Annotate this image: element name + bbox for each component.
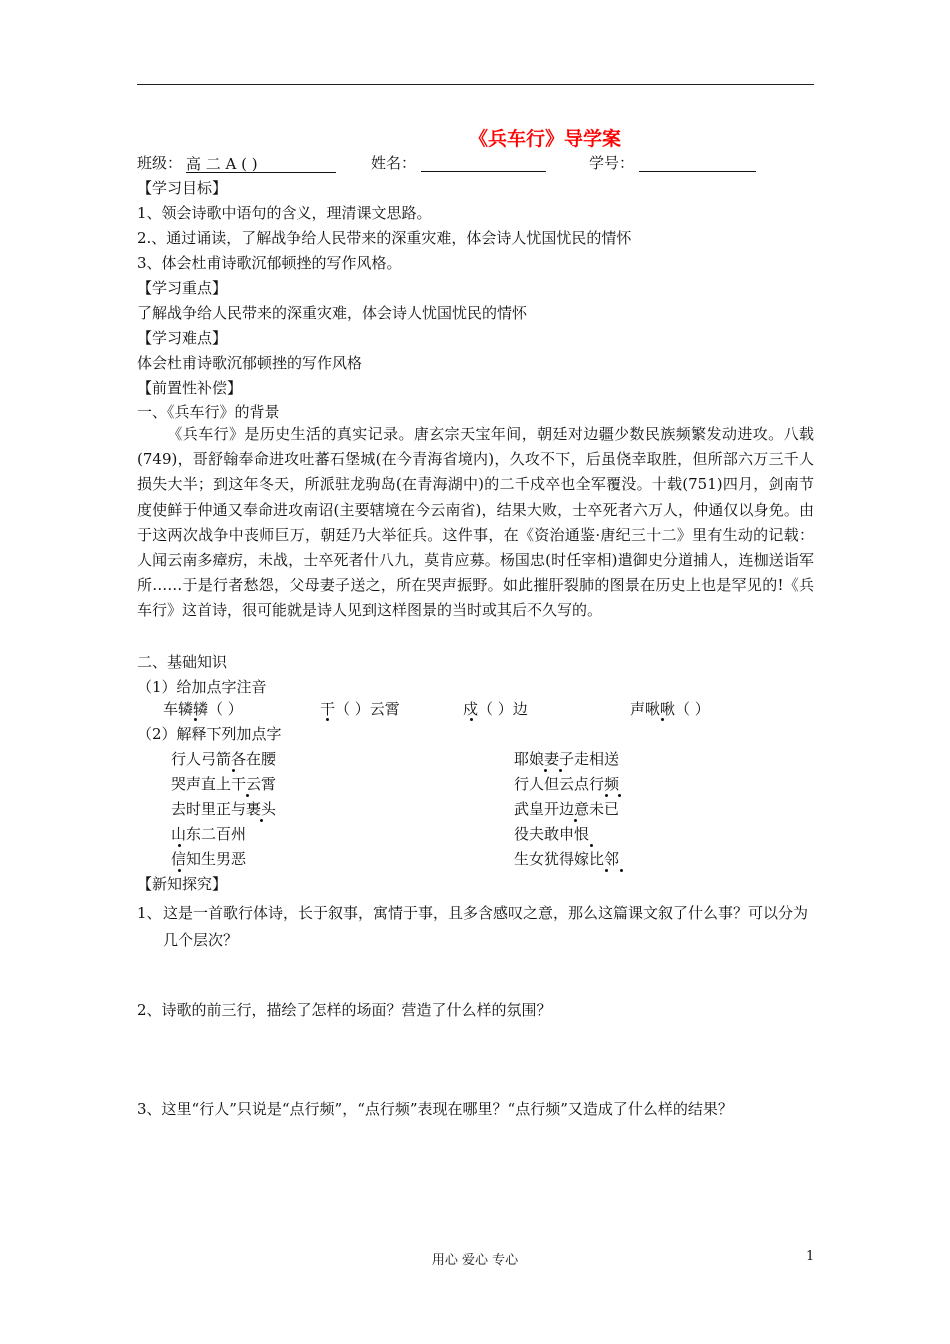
explain-instruction: （2）解释下列加点字: [137, 725, 282, 743]
background-paragraph: [137, 422, 814, 624]
emphasis-dot: [232, 769, 235, 772]
name-field[interactable]: [421, 153, 546, 172]
class-value: 高 二 A ( ): [186, 154, 336, 173]
explain-left-2: 哭声直上干云霄: [171, 775, 277, 793]
key-heading: 【学习重点】: [137, 279, 228, 297]
emphasis-dot: [618, 794, 621, 797]
emphasis-dot: [574, 819, 577, 822]
goal-item-3: 3、体会杜甫诗歌沉郁顿挫的写作风格。: [137, 254, 402, 272]
pinyin-item-1-text: 车辚辚（ ）: [163, 700, 243, 718]
explain-left-3: 去时里正与裹头: [171, 800, 277, 818]
goals-heading: 【学习目标】: [137, 179, 228, 197]
background-text: 《兵车行》是历史生活的真实记录。唐玄宗天宝年间，朝廷对边疆少数民族频繁发动进攻。八载(749)，哥舒翰奉命进攻吐蕃石堡城(在今青海省境内)，久攻不下，后虽侥幸取胜，但所部六万三千人损失大半；到这年冬天，所派驻龙驹岛(在青海湖中)的二千戍卒也全军覆没。十载(751)四月，剑南节度使鲜于仲通又奉命进攻南诏(主要辖境在今云南省)，结果大败，士卒死者六万人，仲通仅以身免。由于这两次战争中丧师巨万，朝廷乃大举征兵。这件事，在《资治通鉴·唐纪三十二》里有生动的记载：人闻云南多瘴疠，未战，士卒死者什八九，莫肯应募。杨国忠(时任宰相)遣御史分道捕人，连枷送诣军所……于是行者愁怨，父母妻子送之，所在哭声振野。如此摧肝裂肺的图景在历史上也是罕见的!《兵车行》这首诗，很可能就是诗人见到这样图景的当时或其后不久写的。: [137, 425, 814, 620]
emphasis-dot: [661, 718, 664, 721]
explain-right-2: 行人但云点行频: [514, 775, 620, 793]
goal-item-1: 1、领会诗歌中语句的含义，理清课文思路。: [137, 204, 432, 222]
class-label: 班级：: [137, 154, 183, 172]
question-1: [137, 900, 814, 954]
question-1-number: 1、: [137, 904, 162, 922]
question-2: 2、诗歌的前三行，描绘了怎样的场面？营造了什么样的氛围？: [137, 1001, 552, 1019]
explain-left-1: 行人弓箭各在腰: [171, 750, 277, 768]
explain-right-5: 生女犹得嫁比邻: [514, 850, 620, 868]
page-title: 《兵车行》导学案: [468, 128, 621, 150]
pinyin-instruction: （1）给加点字注音: [137, 678, 267, 696]
emphasis-dot: [605, 869, 608, 872]
explain-right-3: 武皇开边意未已: [514, 800, 620, 818]
number-field[interactable]: [639, 153, 756, 172]
explain-left-5: 信知生男恶: [171, 850, 247, 868]
number-label: 学号：: [589, 154, 635, 172]
pinyin-item-1[interactable]: [163, 699, 243, 719]
class-field[interactable]: [186, 153, 336, 173]
goal-item-2: 2.、通过诵读，了解战争给人民带来的深重灾难，体会诗人忧国忧民的情怀: [137, 229, 632, 247]
emphasis-dot: [246, 794, 249, 797]
emphasis-dot: [605, 794, 608, 797]
emphasis-dot: [544, 769, 547, 772]
emphasis-dot: [590, 844, 593, 847]
explain-left-4: 山东二百州: [171, 825, 247, 843]
difficulty-text: 体会杜甫诗歌沉郁顿挫的写作风格: [137, 354, 363, 372]
emphasis-dot: [194, 718, 197, 721]
pinyin-item-3[interactable]: [463, 699, 528, 719]
page-number: 1: [806, 1249, 815, 1264]
footer-text: 用心 爱心 专心: [431, 1253, 519, 1268]
pinyin-item-4-text: 声啾啾（ ）: [630, 700, 710, 718]
emphasis-dot: [178, 844, 181, 847]
emphasis-dot: [260, 819, 263, 822]
key-text: 了解战争给人民带来的深重灾难，体会诗人忧国忧民的情怀: [137, 304, 528, 322]
emphasis-dot: [326, 718, 329, 721]
pinyin-item-3-text: 戍（ ）边: [463, 700, 528, 718]
emphasis-dot: [620, 869, 623, 872]
header-rule: [137, 84, 814, 85]
difficulty-heading: 【学习难点】: [137, 329, 228, 347]
pinyin-item-2-text: 干（ ）云霄: [320, 700, 400, 718]
emphasis-dot: [178, 869, 181, 872]
name-label: 姓名：: [371, 154, 417, 172]
emphasis-dot: [470, 718, 473, 721]
explain-right-1: 耶娘妻子走相送: [514, 750, 620, 768]
pinyin-item-4[interactable]: [630, 699, 710, 719]
question-3: 3、这里“行人”只说是“点行频”，“点行频”表现在哪里？“点行频”又造成了什么样的结果？: [137, 1100, 733, 1118]
preview-heading: 【前置性补偿】: [137, 379, 243, 397]
emphasis-dot: [559, 769, 562, 772]
question-1-text: 这是一首歌行体诗，长于叙事，寓情于事，且多含感叹之意，那么这篇课文叙了什么事？可以分为几个层次？: [163, 904, 809, 949]
explain-right-4: 役夫敢申恨: [514, 825, 590, 843]
explore-heading: 【新知探究】: [137, 875, 228, 893]
background-heading: 一、《兵车行》的背景: [137, 403, 280, 421]
basic-knowledge-heading: 二、基础知识: [137, 653, 228, 671]
pinyin-item-2[interactable]: [320, 699, 400, 719]
